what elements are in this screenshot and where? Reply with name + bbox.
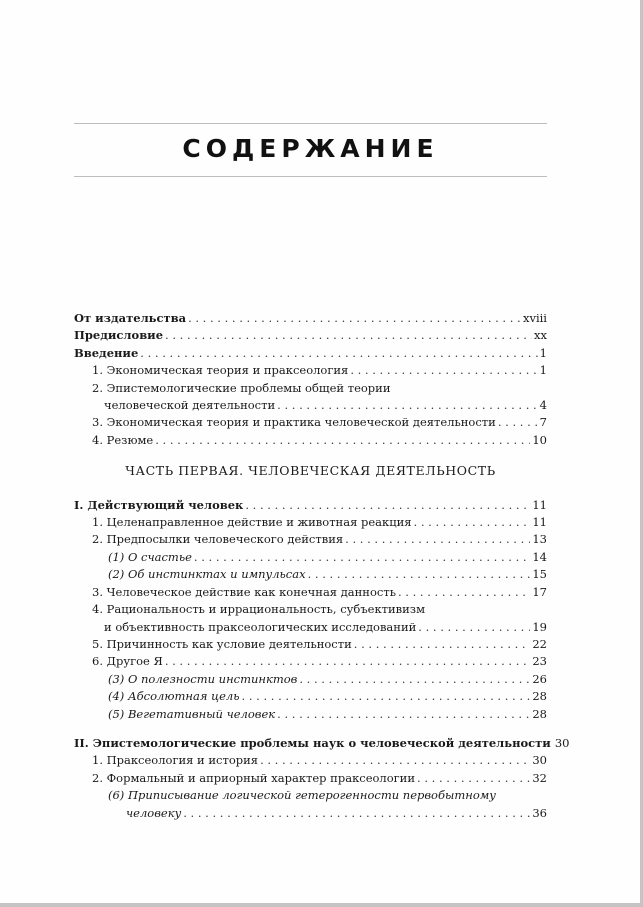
toc-entry-page-number: 26 [532, 671, 547, 686]
toc-chapter-2 [74, 735, 570, 822]
toc-entry-page-number: 15 [532, 567, 547, 582]
toc-entry-title: 4. Рациональность и иррациональность, субъективизм [92, 602, 426, 617]
toc-entry-title-line[interactable] [74, 601, 547, 618]
toc-entry[interactable] [74, 770, 547, 787]
toc-entry[interactable] [74, 584, 547, 601]
dot-leader [183, 805, 530, 822]
toc-entry-title: I. Действующий человек [74, 497, 244, 512]
toc-entry-page-number: 28 [532, 706, 547, 721]
toc-entry-page-number: 17 [532, 584, 547, 599]
toc-entry-page-number: 1 [539, 363, 547, 378]
toc-entry-title: 1. Праксеология и история [92, 753, 259, 768]
toc-entry-title: 2. Предпосылки человеческого действия [92, 532, 344, 547]
dot-leader [165, 327, 532, 344]
toc-entry-page-number: 23 [532, 654, 547, 669]
toc-entry-title: 2. Формальный и априорный характер праксеологии [92, 770, 416, 785]
dot-leader [165, 653, 531, 670]
dot-leader [155, 432, 530, 449]
toc-entry-title: Предисловие [74, 328, 164, 343]
dot-leader [188, 310, 521, 327]
toc-entry-title: 3. Человеческое действие как конечная данность [92, 584, 396, 599]
dot-leader [345, 531, 530, 548]
toc-entry-page-number: 36 [532, 805, 547, 820]
toc-entry-title: II. Эпистемологические проблемы наук о человеческой деятельности [74, 735, 551, 750]
toc-entry-title: 4. Резюме [92, 432, 154, 447]
toc-entry[interactable] [74, 549, 547, 566]
toc-entry[interactable] [74, 706, 547, 723]
dot-leader [242, 688, 531, 705]
toc-entry-title: Введение [74, 345, 139, 360]
toc-entry-title: (3) О полезности инстинктов [108, 671, 298, 686]
title-rule-top [74, 123, 547, 124]
toc-entry[interactable] [74, 688, 547, 705]
toc-entry-title: 1. Целенаправленное действие и животная реакция [92, 515, 412, 530]
toc-entry-page-number: 10 [532, 432, 547, 447]
toc-entry-title: (1) О счастье [108, 549, 192, 564]
dot-leader [277, 397, 538, 414]
dot-leader [418, 619, 530, 636]
dot-leader [354, 636, 531, 653]
toc-chapter-1 [74, 497, 547, 723]
toc-entry[interactable] [74, 327, 547, 344]
toc-entry-title-continuation: человеческой деятельности [104, 398, 276, 413]
toc-entry-page-number: 11 [532, 515, 547, 530]
toc-entry-title-continuation: человеку [126, 805, 182, 820]
toc-entry[interactable] [74, 531, 547, 548]
toc-entry-title-line[interactable] [74, 380, 547, 397]
dot-leader [140, 345, 537, 362]
toc-entry-page-number: 30 [532, 753, 547, 768]
toc-entry-page-number: 7 [539, 415, 547, 430]
toc-entry-title: 1. Экономическая теория и праксеология [92, 363, 349, 378]
toc-entry[interactable] [74, 653, 547, 670]
dot-leader [277, 706, 530, 723]
toc-entry-page-number: 1 [539, 345, 547, 360]
toc-entry[interactable] [74, 619, 547, 636]
dot-leader [498, 414, 538, 431]
toc-entry-title: (4) Абсолютная цель [108, 689, 240, 704]
dot-leader [417, 770, 530, 787]
dot-leader [398, 584, 530, 601]
part-heading: ЧАСТЬ ПЕРВАЯ. ЧЕЛОВЕЧЕСКАЯ ДЕЯТЕЛЬНОСТЬ [125, 463, 496, 479]
dot-leader [299, 671, 530, 688]
toc-entry-page-number: 19 [532, 619, 547, 634]
title-rule-bottom [74, 176, 547, 177]
toc-entry-page-number: 14 [532, 549, 547, 564]
dot-leader [350, 362, 537, 379]
toc-entry-page-number: 22 [532, 636, 547, 651]
toc-entry-page-number: xx [534, 328, 547, 343]
dot-leader [260, 752, 530, 769]
toc-entry-title: (5) Вегетативный человек [108, 706, 276, 721]
toc-entry-title: 2. Эпистемологические проблемы общей теории [92, 380, 391, 395]
toc-entry[interactable] [74, 432, 547, 449]
toc-entry-page-number: 32 [532, 770, 547, 785]
toc-entry-page-number: 4 [539, 398, 547, 413]
toc-entry-title-continuation: и объективность праксеологических исследований [104, 619, 417, 634]
toc-entry[interactable] [74, 345, 547, 362]
toc-entry-page-number: xviii [522, 311, 547, 325]
toc-entry-page-number: 28 [532, 689, 547, 704]
toc-entry[interactable] [74, 636, 547, 653]
toc-entry-title: 6. Другое Я [92, 654, 163, 669]
table-of-contents [74, 310, 570, 822]
toc-entry[interactable] [74, 497, 547, 514]
toc-entry[interactable] [74, 752, 547, 769]
toc-entry[interactable] [74, 362, 547, 379]
toc-front-matter [74, 310, 547, 449]
toc-entry-title: 3. Экономическая теория и практика человеческой деятельности [92, 415, 496, 430]
toc-entry[interactable] [74, 566, 547, 583]
toc-entry[interactable] [74, 805, 547, 822]
toc-entry-page-number: 30 [554, 735, 570, 750]
dot-leader [194, 549, 530, 566]
toc-entry-title: (2) Об инстинктах и импульсах [108, 567, 306, 582]
toc-entry[interactable] [74, 414, 547, 431]
toc-entry-title-line[interactable] [74, 787, 547, 804]
toc-entry[interactable] [74, 735, 570, 752]
toc-entry-title: 5. Причинность как условие деятельности [92, 636, 352, 651]
dot-leader [308, 566, 531, 583]
dot-leader [245, 497, 530, 514]
dot-leader [414, 514, 531, 531]
toc-entry[interactable] [74, 514, 547, 531]
toc-entry-title: (6) Приписывание логической гетерогенности первобытному [108, 788, 496, 803]
toc-entry-title: От издательства [74, 311, 187, 325]
toc-entry[interactable] [74, 310, 547, 327]
toc-entry-page-number: 11 [532, 497, 547, 512]
toc-entry[interactable] [74, 671, 547, 688]
page-title: СОДЕРЖАНИЕ [182, 134, 439, 163]
toc-entry-page-number: 13 [532, 532, 547, 547]
toc-entry[interactable] [74, 397, 547, 414]
